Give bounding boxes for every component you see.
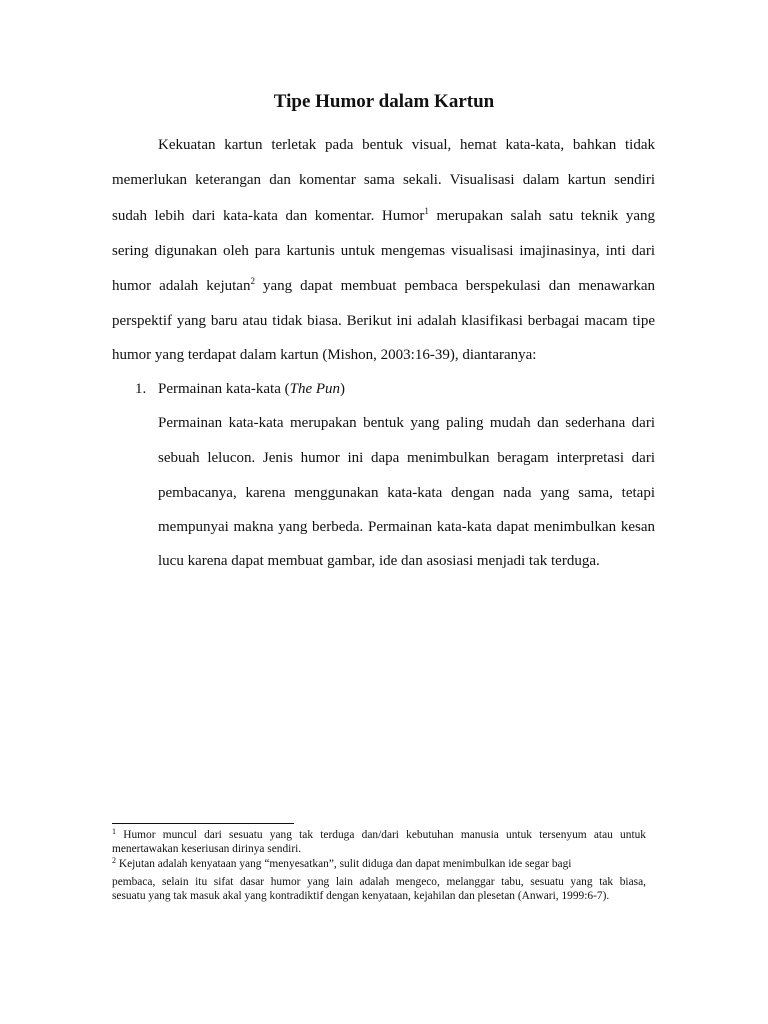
italic-term: The Pun — [289, 381, 341, 397]
list-number: 1. — [135, 381, 147, 397]
paragraph-line: Permainan kata-kata merupakan bentuk yang paling mudah dan sederhana dari — [158, 415, 655, 431]
footnote-text: Humor muncul dari sesuatu yang tak terduga dan/dari kebutuhan manusia untuk tersenyum atau untuk — [116, 829, 646, 841]
footnote-1-continued: menertawakan keseriusan dirinya sendiri. — [112, 843, 302, 855]
footnote-marker: 1 — [112, 827, 116, 836]
paragraph-line: sebuah lelucon. Jenis humor ini dapa menimbulkan beragam interpretasi dari — [158, 450, 655, 466]
footnote-1 — [112, 828, 646, 842]
paragraph-line: sering digunakan oleh para kartunis untuk mengemas visualisasi imajinasinya, inti dari — [112, 243, 655, 259]
footnote-text: Kejutan adalah kenyataan yang “menyesatkan”, sulit diduga dan dapat menimbulkan ide segar bagi — [116, 858, 572, 870]
paragraph-line: perspektif yang baru atau tidak biasa. Berikut ini adalah klasifikasi berbagai macam tipe — [112, 313, 655, 329]
text-run: yang dapat membuat pembaca berspekulasi dan menawarkan — [254, 278, 655, 294]
paragraph-line — [112, 276, 655, 296]
list-item-label — [158, 379, 345, 399]
paragraph-line: mempunyai makna yang berbeda. Permainan kata-kata dapat menimbulkan kesan — [158, 519, 655, 535]
footnote-ref-2[interactable]: 2 — [250, 276, 255, 286]
footnote-2 — [112, 857, 571, 871]
footnote-2-continued: pembaca, selain itu sifat dasar humor yang lain adalah mengeco, melanggar tabu, sesuatu yang tak biasa, — [112, 876, 646, 888]
text-run: sudah lebih dari kata-kata dan komentar. Humor — [112, 208, 425, 224]
text-run: ) — [340, 381, 346, 397]
paragraph-line — [112, 206, 655, 226]
footnote-marker: 2 — [112, 856, 116, 865]
paragraph-line: memerlukan keterangan dan komentar sama sekali. Visualisasi dalam kartun sendiri — [112, 172, 655, 188]
paragraph-line: lucu karena dapat membuat gambar, ide dan asosiasi menjadi tak terduga. — [158, 553, 600, 569]
footnote-2-continued: sesuatu yang tak masuk akal yang kontradiktif dengan kenyataan, kejahilan dan plesetan (Anwari, 1999:6-7). — [112, 890, 610, 902]
paragraph-line: humor yang terdapat dalam kartun (Mishon, 2003:16-39), diantaranya: — [112, 347, 537, 363]
text-run: humor adalah kejutan — [112, 278, 251, 294]
paragraph-line: Kekuatan kartun terletak pada bentuk visual, hemat kata-kata, bahkan tidak — [158, 137, 655, 153]
page-title: Tipe Humor dalam Kartun — [273, 91, 495, 112]
footnote-ref-1[interactable]: 1 — [424, 206, 429, 216]
paragraph-line: pembacanya, karena menggunakan kata-kata dengan nada yang sama, tetapi — [158, 485, 655, 501]
text-run: merupakan salah satu teknik yang — [428, 208, 655, 224]
footnote-separator — [112, 823, 294, 824]
text-run: Permainan kata-kata ( — [158, 381, 290, 397]
